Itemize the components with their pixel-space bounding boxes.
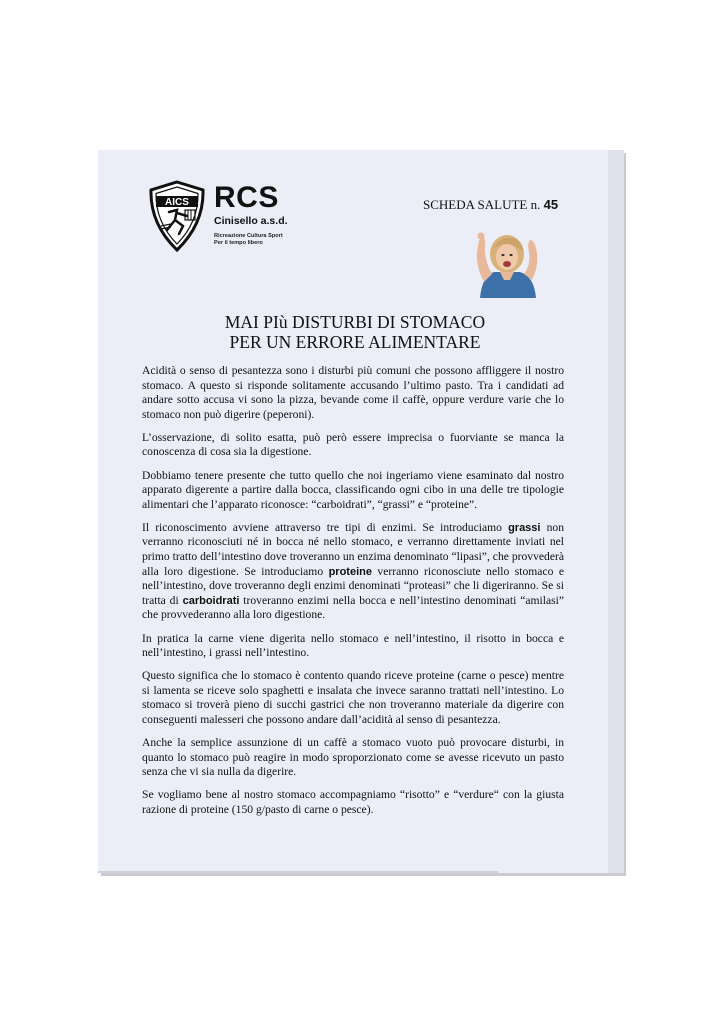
scheda-text: SCHEDA SALUTE n.: [423, 197, 541, 212]
paragraph-4: [142, 521, 564, 623]
p4-bold-proteine: proteine: [328, 565, 372, 578]
paragraph-8: Se vogliamo bene al nostro stomaco accompagniamo “risotto” e “verdure“ con la giusta razione di proteine (150 g/pasto di carne o pesce).: [142, 788, 564, 816]
paragraph-7: Anche la semplice assunzione di un caffè a stomaco vuoto può provocare disturbi, in quanto lo stomaco può reagire in modo sproporzionato come se avesse ricevuto un pasto senza che vi sia nulla da digerire.: [142, 736, 564, 779]
p4-part-a: Il riconoscimento avviene attraverso tre tipi di enzimi. Se introduciamo: [142, 520, 509, 534]
brand-name: RCS: [214, 181, 279, 214]
p4-part-e: troveranno enzimi nella bocca e nell’intestino denominati “amilasi” che provvederanno alla loro digestione.: [142, 593, 564, 622]
paragraph-1: Acidità o senso di pesantezza sono i disturbi più comuni che possono affliggere il nostro stomaco. A questo si risponde solitamente accusando l’ultimo pasto. Tra i candidati ad andare sotto accusa vi sono la pizza, bevande come il caffè, oppure verdure varie che lo stomaco non può digerire (peperoni).: [142, 364, 564, 421]
brand-tagline-line2: Per il tempo libero: [214, 240, 263, 246]
p4-bold-grassi: grassi: [508, 521, 541, 534]
paragraph-6: Questo significa che lo stomaco è contento quando riceve proteine (carne o pesce) mentre si lamenta se riceve solo spaghetti e insalata che invece saranno trattati nell’intestino. Lo stomaco si troverà pieno di succhi gastrici che non troveranno materiale da digerire con conseguenti malesseri che possono andare dall’acidità al senso di pesantezza.: [142, 669, 564, 726]
woman-photo-illustration: [470, 224, 544, 298]
brand-subtitle: Cinisello a.s.d.: [214, 215, 288, 227]
brand-block: [214, 183, 288, 247]
p4-part-c: non verranno riconosciuti né in bocca né nello stomaco, e verranno direttamente inviati nel primo tratto dell’intestino dove troveranno un enzima denominato “lipasi”, che provvederà alla loro digestione. Se introduciamo: [142, 520, 564, 578]
svg-text:AICS: AICS: [165, 197, 189, 208]
article-body: [142, 364, 564, 826]
p4-part-d: verranno riconosciute nello stomaco e nell’intestino, dove troveranno degli enzimi denominati “proteasi” che li digeriranno. Se si tratta di: [142, 564, 564, 607]
aics-shield-logo: [147, 180, 207, 252]
title-line1: MAI PIù DISTURBI DI STOMACO: [224, 312, 486, 332]
paragraph-5: In pratica la carne viene digerita nello stomaco e nell’intestino, il risotto in bocca e nell’intestino, i grassi nell’intestino.: [142, 631, 564, 660]
brand-tagline-line1: Ricreazione Cultura Sport: [214, 233, 283, 239]
brand-tagline: [214, 233, 288, 247]
scheda-label: [423, 197, 558, 213]
scan-bottom-line: [98, 871, 498, 873]
title-line2: PER UN ERRORE ALIMENTARE: [229, 332, 481, 352]
paper-edge: [608, 150, 624, 873]
scheda-number: 45: [543, 197, 559, 212]
page-title: [140, 312, 570, 352]
paragraph-3: Dobbiamo tenere presente che tutto quello che noi ingeriamo viene esaminato dal nostro apparato digerente a partire dalla bocca, classificando ogni cibo in una delle tre tipologie alimentari che l’apparato riconosce: “carboidrati”, “grassi” e “proteine”.: [142, 468, 564, 511]
paragraph-2: L’osservazione, di solito esatta, può però essere imprecisa o fuorviante se manca la conoscenza di cosa sia la digestione.: [142, 430, 564, 459]
p4-bold-carboidrati: carboidrati: [182, 594, 240, 607]
